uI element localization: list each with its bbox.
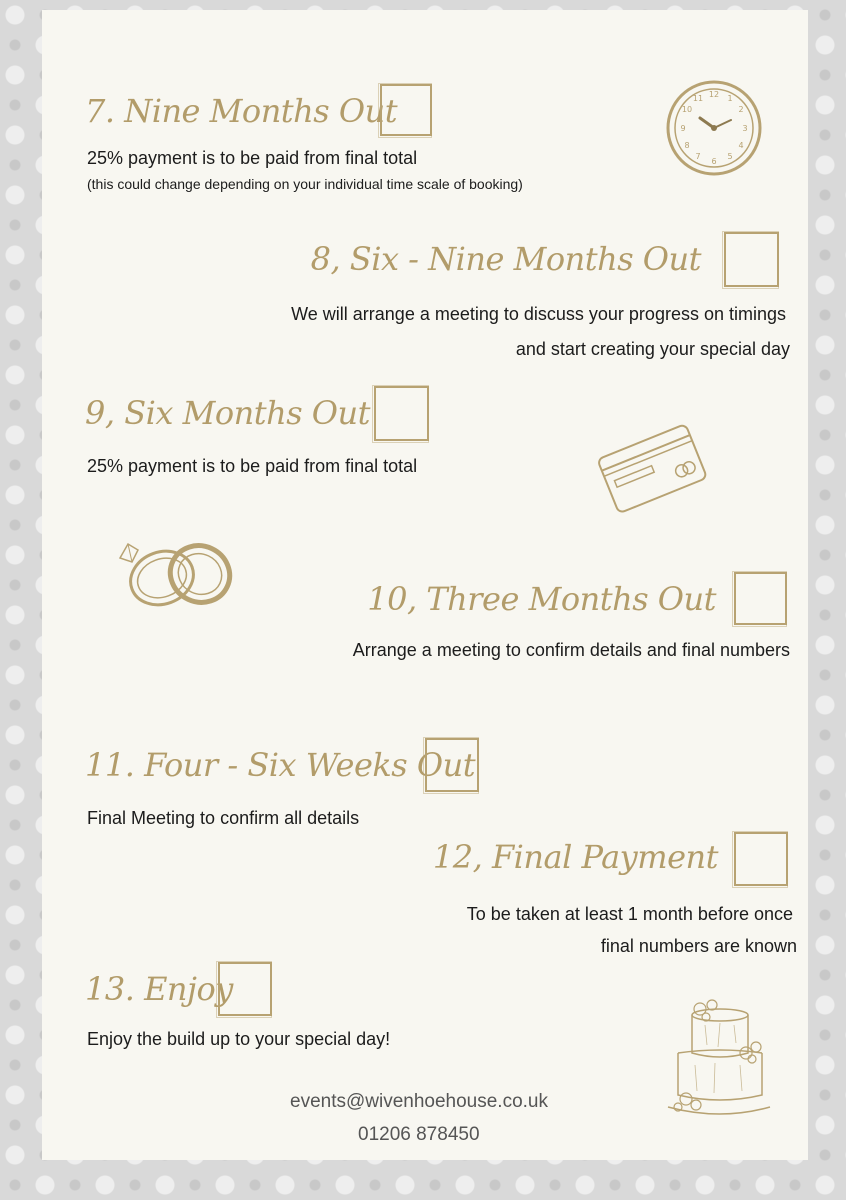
step-12-text-line2: final numbers are known [600,936,797,956]
step-10-text: Arrange a meeting to confirm details and final numbers [352,640,790,660]
svg-text:1: 1 [727,94,733,103]
credit-card-icon [596,420,706,515]
step-7-note: (this could change depending on your individual time scale of booking) [87,176,523,192]
step-8-checkbox[interactable] [724,232,779,287]
step-11-heading: 11. Four - Six Weeks Out [85,746,476,784]
step-9-heading: 9, Six Months Out [85,394,370,432]
step-13-heading: 13. Enjoy [85,970,233,1008]
svg-text:10: 10 [681,105,693,114]
svg-text:6: 6 [711,157,717,166]
contact-email[interactable]: events@wivenhoehouse.co.uk [290,1091,549,1112]
svg-text:3: 3 [742,124,748,133]
svg-text:4: 4 [738,141,744,150]
clock-icon [664,80,764,180]
step-13-text: Enjoy the build up to your special day! [87,1029,391,1049]
svg-text:9: 9 [680,124,686,133]
step-11-checkbox[interactable] [425,738,479,792]
svg-text:5: 5 [727,152,733,161]
svg-text:8: 8 [684,141,690,150]
step-8-text-line1: We will arrange a meeting to discuss your progress on timings [291,304,786,324]
step-8-text-line2: and start creating your special day [515,339,790,359]
step-10-heading: 10, Three Months Out [367,580,716,618]
step-12-heading: 12, Final Payment [432,838,718,876]
wedding-rings-icon [110,530,240,615]
step-7-checkbox[interactable] [380,84,432,136]
step-12-checkbox[interactable] [734,832,788,886]
svg-text:12: 12 [708,90,720,99]
step-7-text: 25% payment is to be paid from final total [87,148,418,168]
step-8-heading: 8, Six - Nine Months Out [310,240,701,278]
step-13-checkbox[interactable] [218,962,272,1016]
step-9-text: 25% payment is to be paid from final total [87,456,418,476]
step-12-text-line1: To be taken at least 1 month before once [466,904,793,924]
svg-text:2: 2 [738,105,744,114]
step-9-checkbox[interactable] [374,386,429,441]
step-10-checkbox[interactable] [734,572,787,625]
svg-text:11: 11 [692,94,704,103]
step-11-text: Final Meeting to confirm all details [87,808,360,828]
wedding-cake-icon [660,995,772,1125]
svg-text:7: 7 [695,152,701,161]
contact-phone[interactable]: 01206 878450 [358,1124,480,1145]
step-7-heading: 7. Nine Months Out [85,92,398,130]
